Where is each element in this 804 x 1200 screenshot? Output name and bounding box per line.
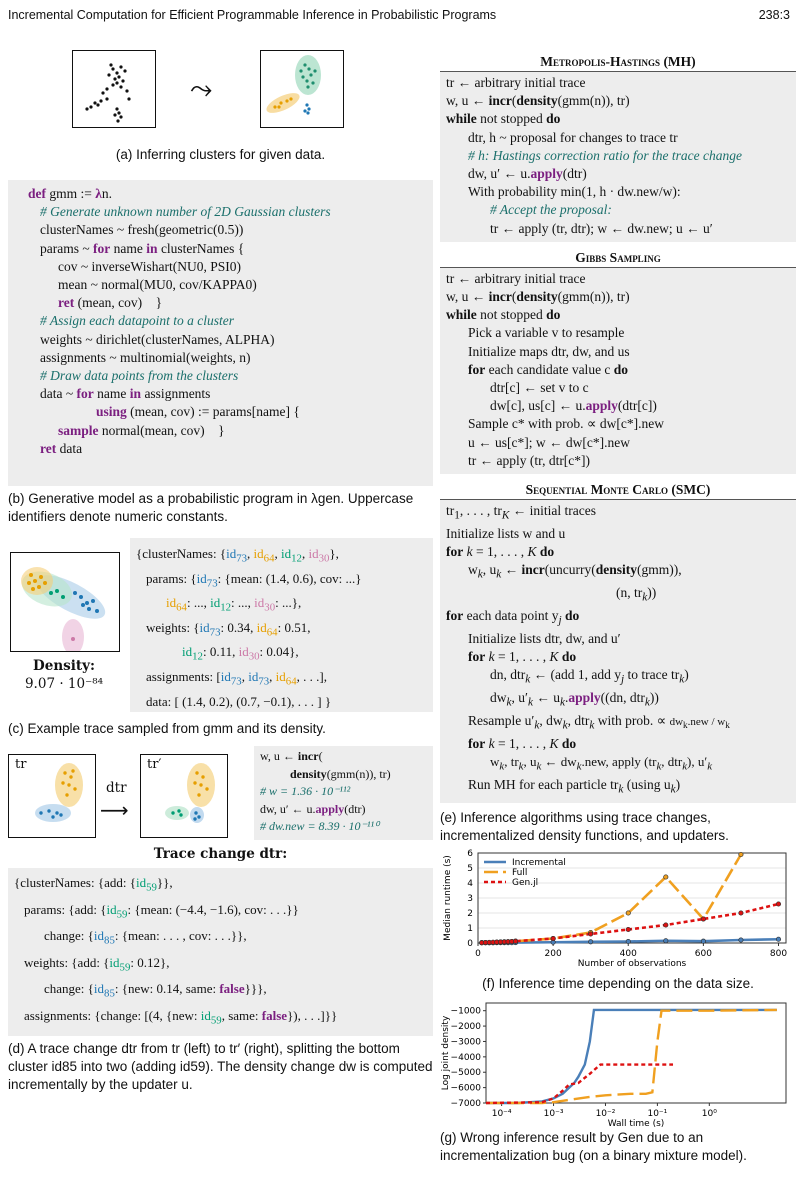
code-line: def gmm := λn.	[28, 186, 113, 201]
data-point	[626, 939, 630, 943]
density-label: Density:	[33, 658, 95, 674]
x-tick-label: 200	[544, 949, 562, 959]
alg-line: for k = 1, . . . , K do	[446, 544, 555, 560]
fig-f-caption: (f) Inference time depending on the data size.	[482, 976, 754, 991]
code-line: weights ~ dirichlet(clusterNames, ALPHA)	[40, 331, 275, 347]
alg-line: w, u ← incr(density(gmm(n)), tr)	[446, 93, 630, 109]
alg-line: dn, dtr$_k$ ← (add 1, add $y_j$ to trace $tr_k$)	[490, 667, 689, 687]
alg-line: tr ← apply (tr, dtr); w ← dw.new; u ← u′	[490, 220, 713, 236]
change-line: params: {add: {$id_{59}$: {mean: (−4.4, −1.6), cov: . . .}}	[24, 901, 299, 921]
fig-d-caption: (d) A trace change dtr from tr (left) to tr′ (right), splitting the bottom cluster id85 into two (adding id59). The density change dw is computed incrementally by the updater u.	[8, 1040, 433, 1092]
alg-line: w, u ← incr(density(gmm(n)), tr)	[446, 289, 630, 305]
data-point	[776, 937, 780, 941]
alg-line: Run MH for each particle $tr_k$ (using $u_k$)	[468, 777, 681, 796]
y-tick-label: 2	[467, 909, 473, 919]
x-tick-label: 800	[769, 949, 788, 959]
x-tick-label: 10⁰	[701, 1109, 717, 1119]
x-axis-label: Number of observations	[577, 959, 687, 969]
trace-line: weights: {$id_{73}$: 0.34, $id_{64}$: 0.51,	[146, 619, 311, 639]
y-tick-label: −2000	[450, 1022, 481, 1033]
x-tick-label: 10⁻⁴	[491, 1109, 512, 1119]
code-line: ret (mean, cov) }	[58, 295, 163, 311]
code-line: dw, u′ ← u.apply(dtr)	[260, 801, 366, 816]
running-header	[8, 8, 790, 22]
data-point	[626, 927, 630, 931]
alg-line: (n, $tr_k$))	[616, 585, 657, 604]
y-axis-label: Median runtime (s)	[443, 855, 453, 941]
alg-line: tr ← arbitrary initial trace	[446, 270, 586, 286]
data-points-image	[72, 50, 156, 128]
figure-c	[8, 538, 433, 720]
code-comment: # dw.new = 8.39 · 10⁻¹¹⁰	[260, 819, 379, 833]
alg-line: Initialize lists dtr, dw, and u′	[468, 631, 621, 647]
y-tick-label: 5	[467, 864, 473, 874]
alg-line: dw[c], us[c] ← u.apply(dtr[c])	[490, 398, 657, 414]
tr-prime-label: tr′	[147, 757, 162, 772]
trace-line: params: {$id_{73}$: {mean: (1.4, 0.6), cov: ...}	[146, 570, 362, 590]
alg-line: tr ← apply (tr, dtr[c*])	[468, 452, 591, 468]
right-arrow-icon: ⟶	[100, 798, 129, 822]
alg-line: tr ← arbitrary initial trace	[446, 75, 586, 90]
right-column	[440, 44, 796, 1165]
alg-line: $w_k$, $u_k$ ← incr(uncurry(density(gmm)),	[468, 562, 682, 582]
data-point	[664, 923, 668, 927]
y-tick-label: −3000	[450, 1037, 481, 1048]
alg-line: for each data point $y_j$ do	[446, 608, 580, 627]
code-line: cov ~ inverseWishart(NU0, PSI0)	[58, 258, 241, 274]
data-point	[739, 852, 743, 856]
dtr-arrow-label: dtr	[106, 780, 127, 796]
x-tick-label: 0	[475, 949, 481, 959]
change-line: change: {$id_{85}$: {new: 0.14, same: false}}},	[44, 981, 267, 1000]
alg-line: Resample $u'_k$, $dw_k$, dtr$_k$ with prob. ∝ $dw_k.new / w_k$	[468, 713, 730, 732]
alg-line: Sample c* with prob. ∝ dw[c*].new	[468, 416, 664, 432]
squiggle-arrow-icon: ⤳	[190, 72, 213, 105]
data-point	[776, 902, 780, 906]
x-tick-label: 600	[694, 949, 712, 959]
alg-line: Initialize maps dtr, dw, and us	[468, 343, 630, 359]
alg-line: $tr_1$, . . . , $tr_K$ ← initial traces	[446, 503, 596, 522]
y-tick-label: −4000	[450, 1052, 481, 1063]
data-point	[513, 939, 517, 943]
alg-line: Pick a variable v to resample	[468, 325, 625, 341]
trace-line: $id_{12}$: 0.11, $id_{30}$: 0.04},	[182, 644, 299, 663]
scatter-raw	[73, 51, 155, 127]
series-line	[486, 1010, 777, 1103]
header-title: Incremental Computation for Efficient Programmable Inference in Probabilistic Programs	[8, 8, 497, 22]
trace-change-title: Trace change dtr:	[153, 846, 288, 862]
change-line: change: {$id_{85}$: {mean: . . . , cov: . . .}},	[44, 928, 247, 947]
trace-clusters	[11, 553, 119, 651]
code-line: using (mean, cov) := params[name] {	[96, 404, 300, 420]
trace-line: assignments: [$id_{73}$, $id_{73}$, $id_{64}$, . . .],	[146, 668, 327, 688]
code-line: mean ~ normal(MU0, cov/KAPPA0)	[58, 277, 257, 293]
legend-label: Gen.jl	[512, 878, 539, 888]
alg-comment: # Accept the proposal:	[490, 202, 612, 218]
alg-line: while not stopped do	[446, 307, 561, 323]
code-comment: # w = 1.36 · 10⁻¹¹²	[260, 784, 351, 798]
incr-code-block	[254, 746, 433, 840]
runtime-chart	[440, 847, 796, 977]
series-line	[486, 1010, 777, 1103]
data-point	[739, 911, 743, 915]
data-point	[551, 936, 555, 940]
legend-label: Full	[512, 868, 528, 878]
code-comment: # Assign each datapoint to a cluster	[40, 313, 234, 329]
alg-line: for each candidate value c do	[468, 361, 629, 377]
x-tick-label: 10⁻³	[543, 1109, 564, 1119]
alg-line: With probability min(1, h · dw.new/w):	[468, 184, 681, 200]
code-line: assignments ~ multinomial(weights, n)	[40, 349, 251, 365]
trace-line: {clusterNames: {$id_{73}$, $id_{64}$, $id_{12}$, $id_{30}$},	[136, 546, 339, 565]
code-line: sample normal(mean, cov) }	[58, 422, 225, 438]
y-tick-label: 4	[467, 879, 473, 889]
x-tick-label: 10⁻¹	[647, 1109, 668, 1119]
alg-line: while not stopped do	[446, 111, 561, 127]
fig-b-caption: (b) Generative model as a probabilistic program in λgen. Uppercase identifiers denote numeric constants.	[8, 491, 414, 524]
x-axis-label: Wall time (s)	[607, 1119, 665, 1129]
alg-line: dw, u′ ← u.apply(dtr)	[468, 166, 587, 182]
alg-line: for k = 1, . . . , K do	[468, 649, 577, 665]
header-page: 238:3	[758, 8, 790, 22]
figure-a	[8, 44, 433, 170]
trace-tr-image	[8, 754, 96, 838]
density-value: 9.07 · 10⁻⁸⁴	[24, 676, 104, 692]
trace-tr-prime-image	[140, 754, 228, 838]
data-point	[588, 932, 592, 936]
mh-algorithm	[440, 72, 796, 242]
x-tick-label: 10⁻²	[595, 1109, 616, 1119]
y-tick-label: 1	[467, 924, 473, 934]
smc-title: Sequential Monte Carlo (SMC)	[440, 482, 796, 500]
clustered-points-image	[260, 50, 344, 128]
data-point	[701, 917, 705, 921]
y-axis-label: Log joint density	[441, 1015, 451, 1091]
alg-line: dtr, h ~ proposal for changes to trace tr	[468, 129, 678, 145]
trace-line: $id_{64}$: ..., $id_{12}$: ..., $id_{30}$: ...},	[166, 595, 302, 614]
data-point	[739, 938, 743, 942]
tr-label: tr	[15, 757, 27, 772]
trace-change-block	[8, 868, 433, 1036]
change-line: {clusterNames: {add: $\{id_{59}\}$},	[14, 875, 173, 894]
code-line: w, u ← incr(	[260, 749, 323, 763]
smc-algorithm	[440, 500, 796, 803]
change-line: assignments: {change: [(4, {new: $id_{59}$, same: false}), . . .]}}	[24, 1007, 338, 1027]
trace-code-block	[130, 538, 433, 712]
gibbs-algorithm	[440, 268, 796, 474]
y-tick-label: −6000	[450, 1083, 481, 1094]
gibbs-title: Gibbs Sampling	[440, 250, 796, 268]
alg-line: for k = 1, . . . , K do	[468, 736, 577, 752]
code-line: data ~ for name in assignments	[40, 386, 211, 402]
trace-line: data: [ (1.4, 0.2), (0.7, −0.1), . . . ] }	[146, 693, 332, 709]
y-tick-label: 6	[467, 849, 473, 859]
fig-e-caption: (e) Inference algorithms using trace changes, incrementalized density functions, and updaters.	[440, 810, 729, 843]
figure-d	[8, 746, 433, 866]
code-line: ret data	[40, 440, 83, 456]
y-tick-label: −7000	[450, 1099, 481, 1109]
data-point	[588, 940, 592, 944]
y-tick-label: −1000	[450, 1006, 481, 1017]
left-column	[8, 44, 433, 1094]
alg-line: $w_k$, $tr_k$, $u_k$ ← $dw_k.new$, apply ($tr_k$, dtr$_k$), $u'_k$	[490, 754, 713, 773]
code-line: density(gmm(n)), tr)	[290, 766, 391, 781]
data-point	[664, 875, 668, 879]
code-comment: # Generate unknown number of 2D Gaussian clusters	[40, 204, 331, 220]
alg-line: u ← us[c*]; w ← dw[c*].new	[468, 434, 630, 450]
change-line: weights: {add: {$id_{59}$: 0.12},	[24, 954, 170, 974]
alg-line: Initialize lists w and u	[446, 525, 566, 541]
code-line: params ~ for name in clusterNames {	[40, 240, 245, 256]
data-point	[701, 939, 705, 943]
alg-comment: # h: Hastings correction ratio for the trace change	[468, 147, 742, 163]
code-line: clusterNames ~ fresh(geometric(0.5))	[40, 222, 244, 238]
y-tick-label: 3	[467, 894, 473, 904]
fig-g-caption: (g) Wrong inference result by Gen due to an incrementalization bug (on a binary mixture model).	[440, 1130, 747, 1163]
y-tick-label: −5000	[450, 1068, 481, 1079]
log-density-chart	[440, 999, 796, 1129]
alg-line: $dw_k$, $u'_k$ ← $u_k.apply((dn$, dtr$_k$))	[490, 690, 659, 710]
fig-a-caption: (a) Inferring clusters for given data.	[115, 147, 326, 162]
scatter-clustered	[261, 51, 343, 127]
fig-c-caption: (c) Example trace sampled from gmm and its density.	[8, 721, 326, 736]
trace-density-image	[10, 552, 120, 652]
data-point	[626, 911, 630, 915]
data-point	[664, 939, 668, 943]
legend-label: Incremental	[512, 858, 566, 868]
gmm-code-block	[8, 180, 433, 486]
code-comment: # Draw data points from the clusters	[40, 368, 239, 384]
mh-title: Metropolis-Hastings (MH)	[440, 54, 796, 72]
alg-line: dtr[c] ← set v to c	[490, 380, 589, 396]
plot-frame	[486, 1003, 786, 1103]
x-tick-label: 400	[619, 949, 637, 959]
y-tick-label: 0	[467, 939, 473, 949]
